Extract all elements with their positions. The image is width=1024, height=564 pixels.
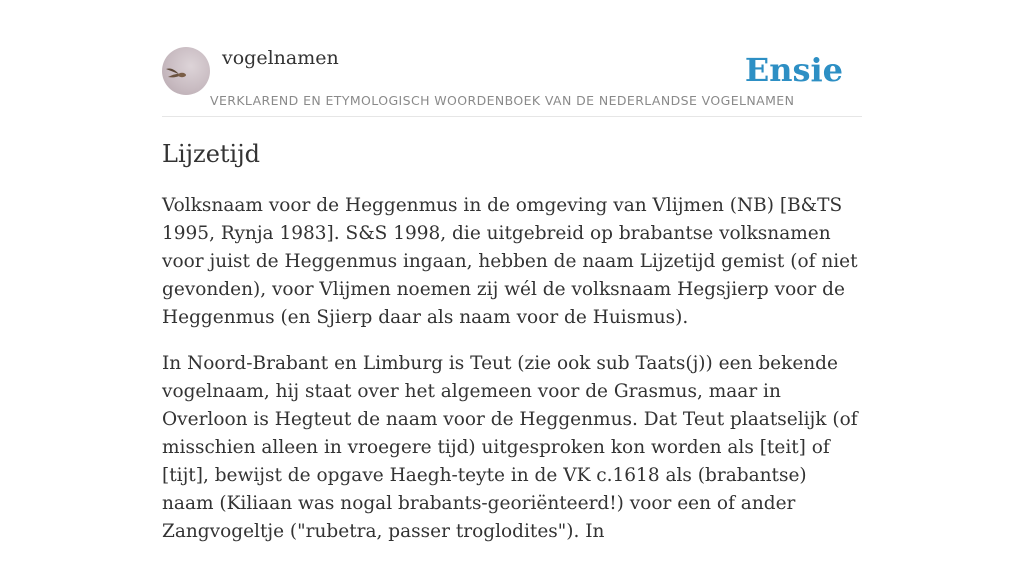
site-name[interactable]: vogelnamen <box>222 47 339 69</box>
article-paragraph: Volksnaam voor de Heggenmus in de omgeving van Vlijmen (NB) [B&TS 1995, Rynja 1983]. S&S 1998, die uitgebreid op brabantse volksnamen voor juist de Heggenmus ingaan, hebben de naam Lijzetijd gemist (of niet gevonden), voor Vlijmen noemen zij wél de volksnaam Hegsjierp voor de Heggenmus (en Sjierp daar als naam voor de Huismus). <box>162 195 858 328</box>
article-paragraph: In Noord-Brabant en Limburg is Teut (zie ook sub Taats(j)) een bekende vogelnaam, hij staat over het algemeen voor de Grasmus, maar in Overloon is Hegteut de naam voor de Heggenmus. Dat Teut plaatselijk (of misschien alleen in vroegere tijd) uitgesproken kon worden als [teit] of [tijt], bewijst de opgave Haegh-teyte in de VK c.1618 als (brabantse) naam (Kiliaan was nogal brabants-georiënteerd!) voor een of ander Zangvogeltje ("rubetra, passer troglodites"). In <box>162 353 858 542</box>
bird-in-flight-icon <box>162 47 210 95</box>
page-title: Lijzetijd <box>162 140 261 168</box>
article-body <box>162 192 862 564</box>
avatar[interactable] <box>162 47 210 95</box>
brand-logo[interactable]: Ensie <box>744 51 843 89</box>
site-subtitle: VERKLAREND EN ETYMOLOGISCH WOORDENBOEK VAN DE NEDERLANDSE VOGELNAMEN <box>210 93 795 108</box>
site-header <box>162 46 862 117</box>
